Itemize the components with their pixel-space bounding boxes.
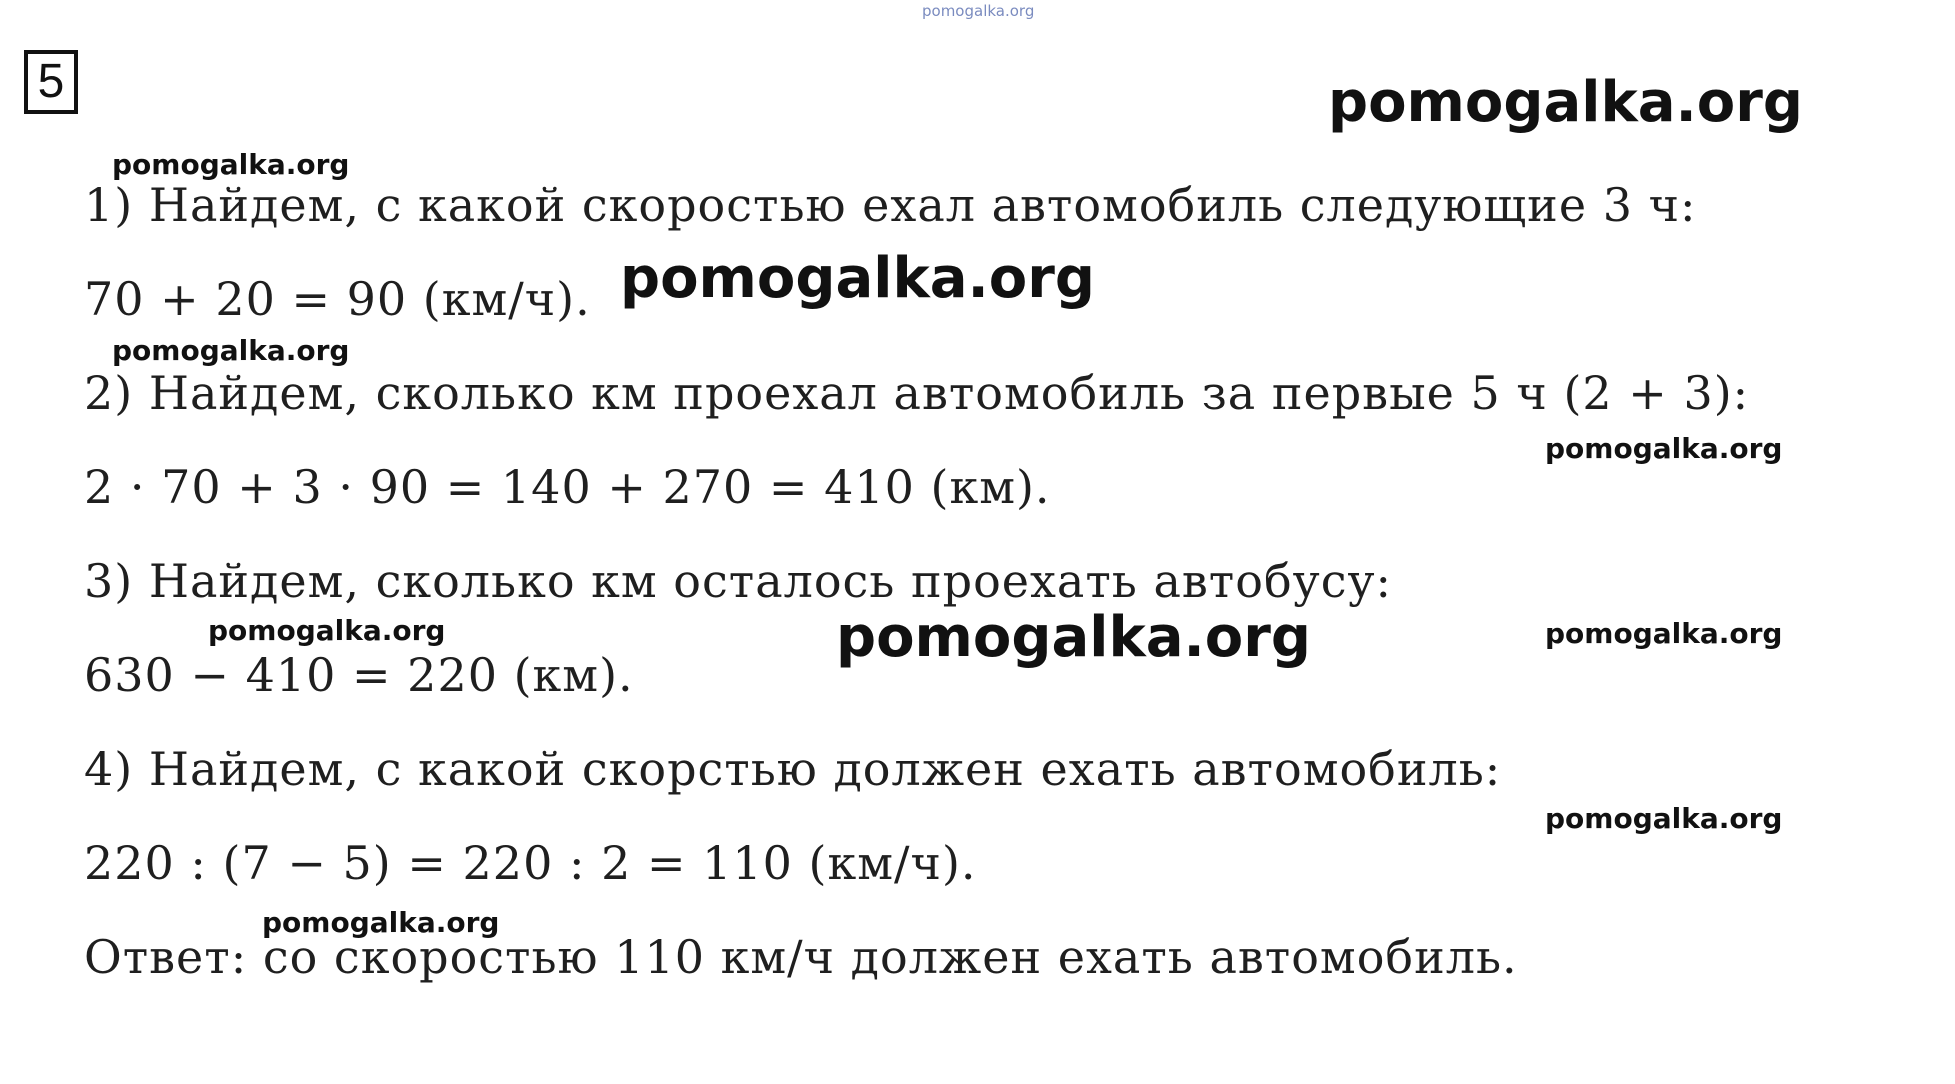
step2-text: 2) Найдем, сколько км проехал автомобиль за первые 5 ч (2 + 3): xyxy=(84,366,1750,420)
watermark-right-1: pomogalka.org xyxy=(1545,432,1783,465)
step4-text: 4) Найдем, с какой скорстью должен ехать автомобиль: xyxy=(84,742,1502,796)
watermark-center-1: pomogalka.org xyxy=(620,246,1095,311)
step2-calc: 2 · 70 + 3 · 90 = 140 + 270 = 410 (км). xyxy=(84,460,1051,514)
watermark-center-2: pomogalka.org xyxy=(836,605,1311,670)
step1-text: 1) Найдем, с какой скоростью ехал автомобиль следующие 3 ч: xyxy=(84,178,1697,232)
step3-text: 3) Найдем, сколько км осталось проехать автобусу: xyxy=(84,554,1393,608)
watermark-left-1: pomogalka.org xyxy=(112,148,350,181)
task-number-badge: 5 xyxy=(24,50,78,114)
watermark-right-2: pomogalka.org xyxy=(1545,617,1783,650)
step1-calc: 70 + 20 = 90 (км/ч). xyxy=(84,272,591,326)
answer-line: Ответ: со скоростью 110 км/ч должен ехать автомобиль. xyxy=(84,930,1518,984)
watermark-left-4: pomogalka.org xyxy=(262,906,500,939)
watermark-top-right: pomogalka.org xyxy=(1328,70,1803,135)
watermark-right-3: pomogalka.org xyxy=(1545,802,1783,835)
step3-calc: 630 − 410 = 220 (км). xyxy=(84,648,634,702)
watermark-top-tiny: pomogalka.org xyxy=(922,2,1035,20)
step4-calc: 220 : (7 − 5) = 220 : 2 = 110 (км/ч). xyxy=(84,836,977,890)
watermark-left-3: pomogalka.org xyxy=(208,614,446,647)
watermark-left-2: pomogalka.org xyxy=(112,334,350,367)
